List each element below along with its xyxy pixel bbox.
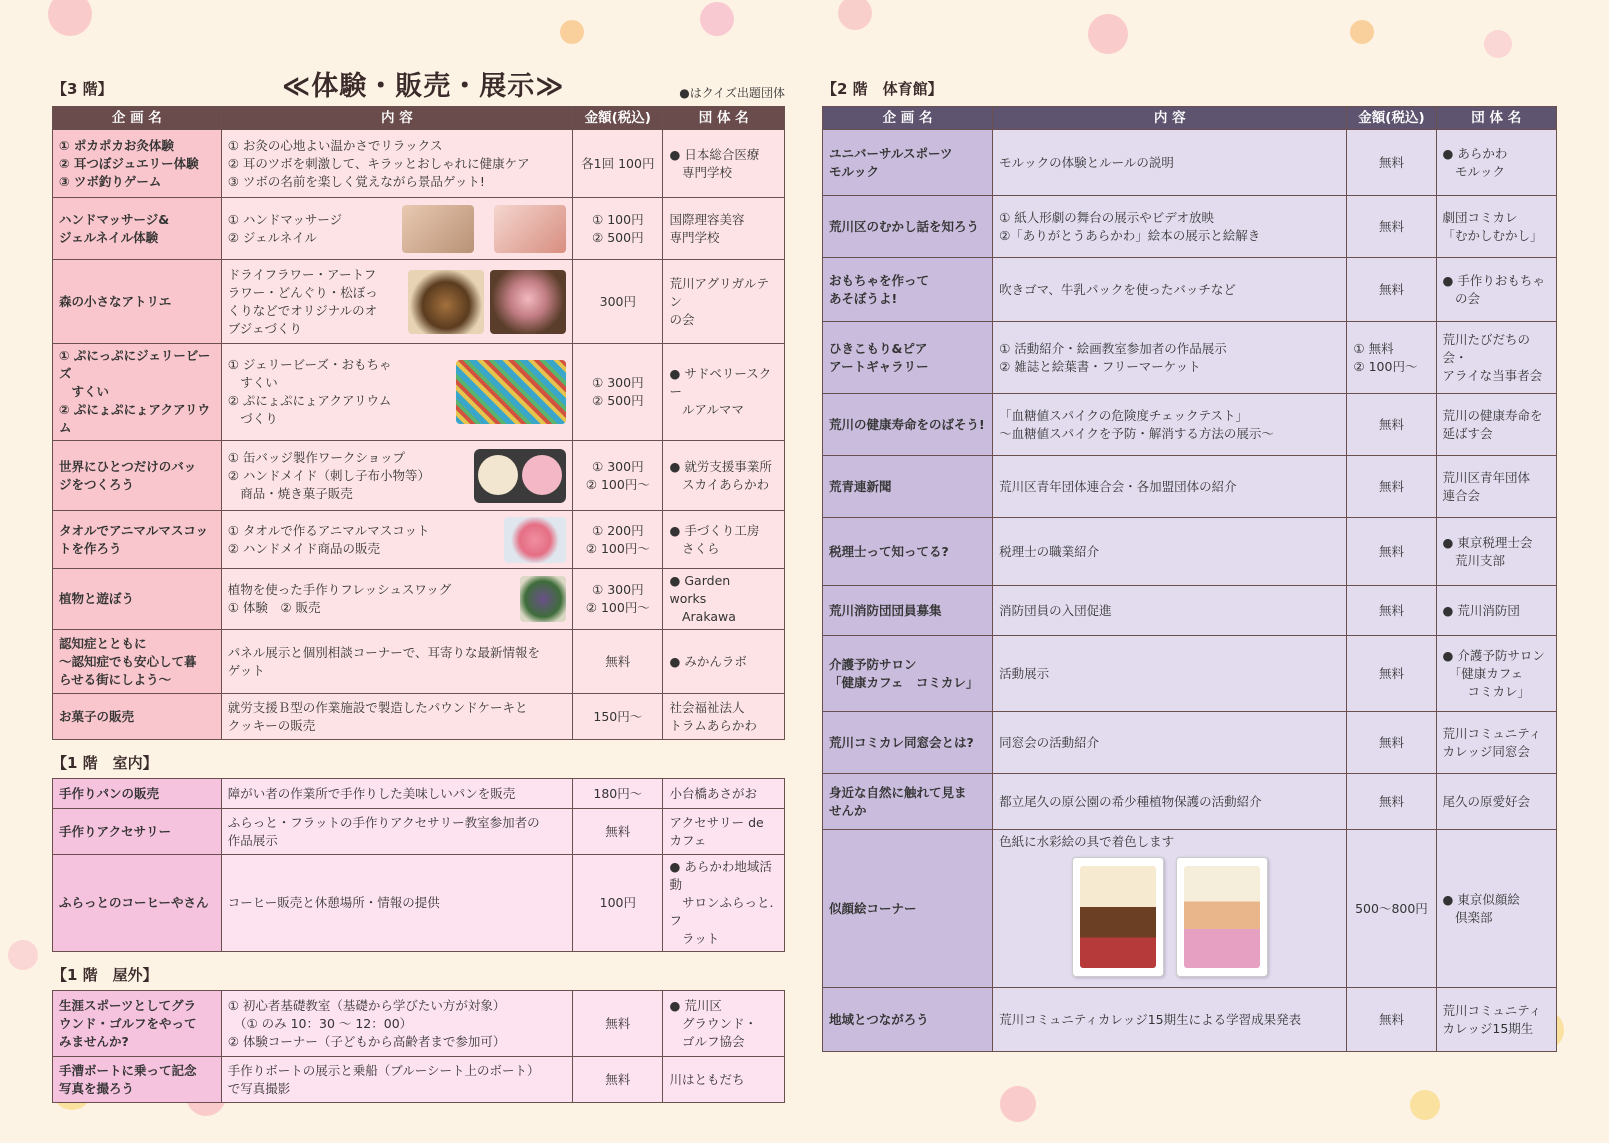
badge-photo — [474, 449, 566, 503]
event-name: ユニバーサルスポーツ モルック — [823, 130, 993, 196]
event-group: ● 東京税理士会 荒川支部 — [1436, 518, 1557, 586]
flower-decoration — [1000, 1086, 1036, 1122]
event-content: 「血糖値スパイクの危険度チェックテスト」 ～血糖値スパイクを予防・解消する方法の展示～ — [993, 394, 1347, 456]
event-price: ① 300円 ② 100円～ — [573, 441, 663, 511]
table-row — [53, 198, 785, 260]
gel-nail-photo — [494, 205, 566, 253]
event-group: ● Garden works Arakawa — [663, 569, 785, 630]
event-price: 無料 — [573, 809, 663, 855]
event-price: 無料 — [573, 991, 663, 1057]
event-group: 荒川たびだちの会・ アライな当事者会 — [1436, 322, 1557, 394]
table-2f — [822, 106, 1557, 1052]
event-name: ① ポカポカお灸体験 ② 耳つぼジュエリー体験 ③ ツボ釣りゲーム — [53, 130, 222, 198]
header-group: 団 体 名 — [1436, 107, 1557, 130]
event-price: 無料 — [573, 1057, 663, 1103]
event-price: 無料 — [1347, 636, 1436, 712]
event-content: ドライフラワー・アートフ ラワー・どんぐり・松ぼっ くりなどでオリジナルのオ ブジェづくり — [227, 266, 378, 336]
event-price: 180円～ — [573, 779, 663, 809]
event-price: 各1回 100円 — [573, 130, 663, 198]
event-name: 荒川区のむかし話を知ろう — [823, 196, 993, 258]
event-content: ① お灸の心地よい温かさでリラックス ② 耳のツボを刺激して、キラッとおしゃれに健康ケア ③ ツボの名前を楽しく覚えながら景品ゲット! — [221, 130, 572, 198]
event-name: ハンドマッサージ& ジェルネイル体験 — [53, 198, 222, 260]
section-label-1f-indoor: 【1 階 室内】 — [52, 754, 158, 772]
event-name: 荒川コミカレ同窓会とは? — [823, 712, 993, 774]
event-content: ふらっと・フラットの手作りアクセサリー教室参加者の 作品展示 — [221, 809, 572, 855]
event-group: ● 荒川消防団 — [1436, 586, 1557, 636]
event-group: ● サドベリースクー ルアルママ — [663, 344, 785, 441]
event-content: 税理士の職業紹介 — [993, 518, 1347, 586]
event-group: ● 東京似顔絵 倶楽部 — [1436, 830, 1557, 988]
hand-massage-photo — [402, 205, 474, 253]
table-row — [53, 441, 785, 511]
table-row — [823, 636, 1557, 712]
event-price: 無料 — [1347, 394, 1436, 456]
table-row — [823, 322, 1557, 394]
event-name: 身近な自然に触れて見ま せんか — [823, 774, 993, 830]
event-price: 150円～ — [573, 694, 663, 740]
event-price: 無料 — [573, 630, 663, 694]
event-group: 荒川アグリガルテン の会 — [663, 260, 785, 344]
event-group: ● 手づくり工房 さくら — [663, 511, 785, 569]
event-price: 無料 — [1347, 518, 1436, 586]
event-group: ● 荒川区 グラウンド・ ゴルフ協会 — [663, 991, 785, 1057]
table-1f-outdoor — [52, 990, 785, 1103]
dried-flower-photo — [408, 270, 484, 334]
flower-decoration — [1410, 1090, 1440, 1120]
event-name: 地域とつながろう — [823, 988, 993, 1052]
flower-decoration — [8, 940, 38, 970]
jelly-beads-photo — [456, 360, 566, 424]
table-row — [53, 511, 785, 569]
header-price: 金額(税込) — [1347, 107, 1436, 130]
flower-decoration — [700, 2, 734, 36]
event-price: ① 100円 ② 500円 — [573, 198, 663, 260]
event-content: ① 初心者基礎教室（基礎から学びたい方が対象） （① のみ 10：30 ～ 12：00） ② 体験コーナー（子どもから高齢者まで参加可） — [221, 991, 572, 1057]
header-group: 団 体 名 — [663, 107, 785, 130]
table-1f-indoor — [52, 778, 785, 952]
event-content: 吹きゴマ、牛乳パックを使ったバッチなど — [993, 258, 1347, 322]
table-row — [53, 260, 785, 344]
event-content: ① 活動紹介・絵画教室参加者の作品展示 ② 雑誌と絵葉書・フリーマーケット — [993, 322, 1347, 394]
table-row — [823, 130, 1557, 196]
table-row — [53, 991, 785, 1057]
event-content: ① ハンドマッサージ ② ジェルネイル — [227, 211, 343, 245]
event-content: 植物を使った手作りフレッシュスワッグ ① 体験 ② 販売 — [227, 582, 452, 615]
event-content: モルックの体験とルールの説明 — [993, 130, 1347, 196]
event-price: 300円 — [573, 260, 663, 344]
event-group: 荒川コミュニティ カレッジ同窓会 — [1436, 712, 1557, 774]
left-column — [52, 70, 785, 1103]
event-content: ① 紙人形劇の舞台の展示やビデオ放映 ②「ありがとうあらかわ」絵本の展示と絵解き — [993, 196, 1347, 258]
flower-objet-photo — [490, 270, 566, 334]
table-row — [53, 779, 785, 809]
event-content: パネル展示と個別相談コーナーで、耳寄りな最新情報を ゲット — [221, 630, 572, 694]
section-label-1f-outdoor: 【1 階 屋外】 — [52, 966, 158, 984]
table-row — [823, 518, 1557, 586]
event-price: 無料 — [1347, 586, 1436, 636]
flower-decoration — [1484, 30, 1512, 58]
table-row — [53, 630, 785, 694]
table-row — [823, 586, 1557, 636]
event-content: 活動展示 — [993, 636, 1347, 712]
table-row — [53, 1057, 785, 1103]
event-content: 消防団員の入団促進 — [993, 586, 1347, 636]
event-name: ① ぷにっぷにジェリービーズ すくい ② ぷにょぷにょアクアリウム — [53, 344, 222, 441]
flower-decoration — [838, 0, 872, 30]
event-price: ① 300円 ② 100円～ — [573, 569, 663, 630]
page-title: ≪体験・販売・展示≫ — [282, 71, 565, 102]
event-group: 社会福祉法人 トラムあらかわ — [663, 694, 785, 740]
table-row — [53, 809, 785, 855]
event-content: 都立尾久の原公園の希少種植物保護の活動紹介 — [993, 774, 1347, 830]
event-name: ふらっとのコーヒーやさん — [53, 855, 222, 952]
event-content: 荒川コミュニティカレッジ15期生による学習成果発表 — [993, 988, 1347, 1052]
event-name: お菓子の販売 — [53, 694, 222, 740]
event-group: アクセサリー de カフェ — [663, 809, 785, 855]
header-name: 企 画 名 — [823, 107, 993, 130]
event-content: ① 缶バッジ製作ワークショップ ② ハンドメイド（刺し子布小物等） 商品・焼き菓子販売 — [227, 449, 430, 501]
event-content: 障がい者の作業所で手作りした美味しいパンを販売 — [221, 779, 572, 809]
event-price: 無料 — [1347, 456, 1436, 518]
event-group: ● あらかわ地域活動 サロンふらっと.フ ラット — [663, 855, 785, 952]
event-group: 荒川コミュニティ カレッジ15期生 — [1436, 988, 1557, 1052]
event-name: 手作りアクセサリー — [53, 809, 222, 855]
event-content: コーヒー販売と休憩場所・情報の提供 — [221, 855, 572, 952]
event-name: おもちゃを作って あそぼうよ! — [823, 258, 993, 322]
swag-photo — [520, 576, 566, 622]
event-name: 税理士って知ってる? — [823, 518, 993, 586]
event-group: ● 就労支援事業所 スカイあらかわ — [663, 441, 785, 511]
event-group: ● 介護予防サロン 「健康カフェ コミカレ」 — [1436, 636, 1557, 712]
event-name: 似顔絵コーナー — [823, 830, 993, 988]
event-content: 荒川区青年団体連合会・各加盟団体の紹介 — [993, 456, 1347, 518]
event-price: 無料 — [1347, 774, 1436, 830]
event-group: 尾久の原愛好会 — [1436, 774, 1557, 830]
flower-decoration — [1088, 14, 1128, 54]
table-row — [823, 830, 1557, 988]
event-group: 荒川区青年団体 連合会 — [1436, 456, 1557, 518]
event-name: 荒川の健康寿命をのばそう! — [823, 394, 993, 456]
event-price: 無料 — [1347, 130, 1436, 196]
event-price: ① 200円 ② 100円～ — [573, 511, 663, 569]
table-3f — [52, 106, 785, 740]
event-price: ① 300円 ② 500円 — [573, 344, 663, 441]
event-group: ● みかんラボ — [663, 630, 785, 694]
event-group: 国際理容美容 専門学校 — [663, 198, 785, 260]
event-name: 植物と遊ぼう — [53, 569, 222, 630]
event-name: 介護予防サロン 「健康カフェ コミカレ」 — [823, 636, 993, 712]
table-row — [823, 258, 1557, 322]
event-name: 森の小さなアトリエ — [53, 260, 222, 344]
table-row — [823, 196, 1557, 258]
section-label-3f: 【3 階】 — [52, 80, 113, 98]
flower-decoration — [48, 0, 92, 36]
event-content: 同窓会の活動紹介 — [993, 712, 1347, 774]
event-group: ● 日本総合医療 専門学校 — [663, 130, 785, 198]
event-name: 認知症とともに ～認知症でも安心して暮 らせる街にしよう～ — [53, 630, 222, 694]
event-name: タオルでアニマルマスコッ トを作ろう — [53, 511, 222, 569]
table-row — [53, 130, 785, 198]
event-content: ① ジェリービーズ・おもちゃ すくい ② ぷにょぷにょアクアリウム づくり — [227, 357, 392, 426]
table-row — [823, 456, 1557, 518]
table-row — [53, 694, 785, 740]
event-price: 無料 — [1347, 196, 1436, 258]
table-row — [53, 344, 785, 441]
event-name: 手作りパンの販売 — [53, 779, 222, 809]
event-content: 手作りボートの展示と乗船（ブルーシート上のボート） で写真撮影 — [221, 1057, 572, 1103]
event-group: ● 手作りおもちゃ の会 — [1436, 258, 1557, 322]
header-name: 企 画 名 — [53, 107, 222, 130]
table-row — [53, 569, 785, 630]
table-row — [823, 774, 1557, 830]
event-group: 川はともだち — [663, 1057, 785, 1103]
event-name: 手漕ボートに乗って記念 写真を撮ろう — [53, 1057, 222, 1103]
flower-decoration — [1350, 20, 1374, 44]
section-label-2f: 【2 階 体育館】 — [822, 80, 943, 98]
event-content: 色紙に水彩絵の具で着色します — [999, 834, 1175, 849]
event-price: ① 無料 ② 100円～ — [1347, 322, 1436, 394]
event-content: ① タオルで作るアニマルマスコット ② ハンドメイド商品の販売 — [227, 522, 430, 556]
caricature-portrait — [1072, 857, 1164, 977]
table-row — [53, 855, 785, 952]
event-name: 荒川消防団団員募集 — [823, 586, 993, 636]
table-row — [823, 988, 1557, 1052]
header-content: 内 容 — [993, 107, 1347, 130]
table-row — [823, 712, 1557, 774]
event-price: 無料 — [1347, 712, 1436, 774]
quiz-note: ●はクイズ出題団体 — [679, 86, 785, 100]
event-name: 生涯スポーツとしてグラ ウンド・ゴルフをやって みませんか? — [53, 991, 222, 1057]
event-name: 荒青連新聞 — [823, 456, 993, 518]
caricature-portrait — [1176, 857, 1268, 977]
event-price: 無料 — [1347, 258, 1436, 322]
header-price: 金額(税込) — [573, 107, 663, 130]
event-price: 無料 — [1347, 988, 1436, 1052]
event-price: 500～800円 — [1347, 830, 1436, 988]
event-group: 荒川の健康寿命を 延ばす会 — [1436, 394, 1557, 456]
table-row — [823, 394, 1557, 456]
event-name: ひきこもり&ピア アートギャラリー — [823, 322, 993, 394]
right-column — [822, 70, 1557, 1052]
header-content: 内 容 — [221, 107, 572, 130]
flower-decoration — [560, 20, 584, 44]
towel-mascot-photo — [504, 517, 566, 563]
event-content: 就労支援Ｂ型の作業施設で製造したパウンドケーキと クッキーの販売 — [221, 694, 572, 740]
event-group: ● あらかわ モルック — [1436, 130, 1557, 196]
event-group: 劇団コミカレ 「むかしむかし」 — [1436, 196, 1557, 258]
event-group: 小台橋あさがお — [663, 779, 785, 809]
event-price: 100円 — [573, 855, 663, 952]
event-name: 世界にひとつだけのバッ ジをつくろう — [53, 441, 222, 511]
